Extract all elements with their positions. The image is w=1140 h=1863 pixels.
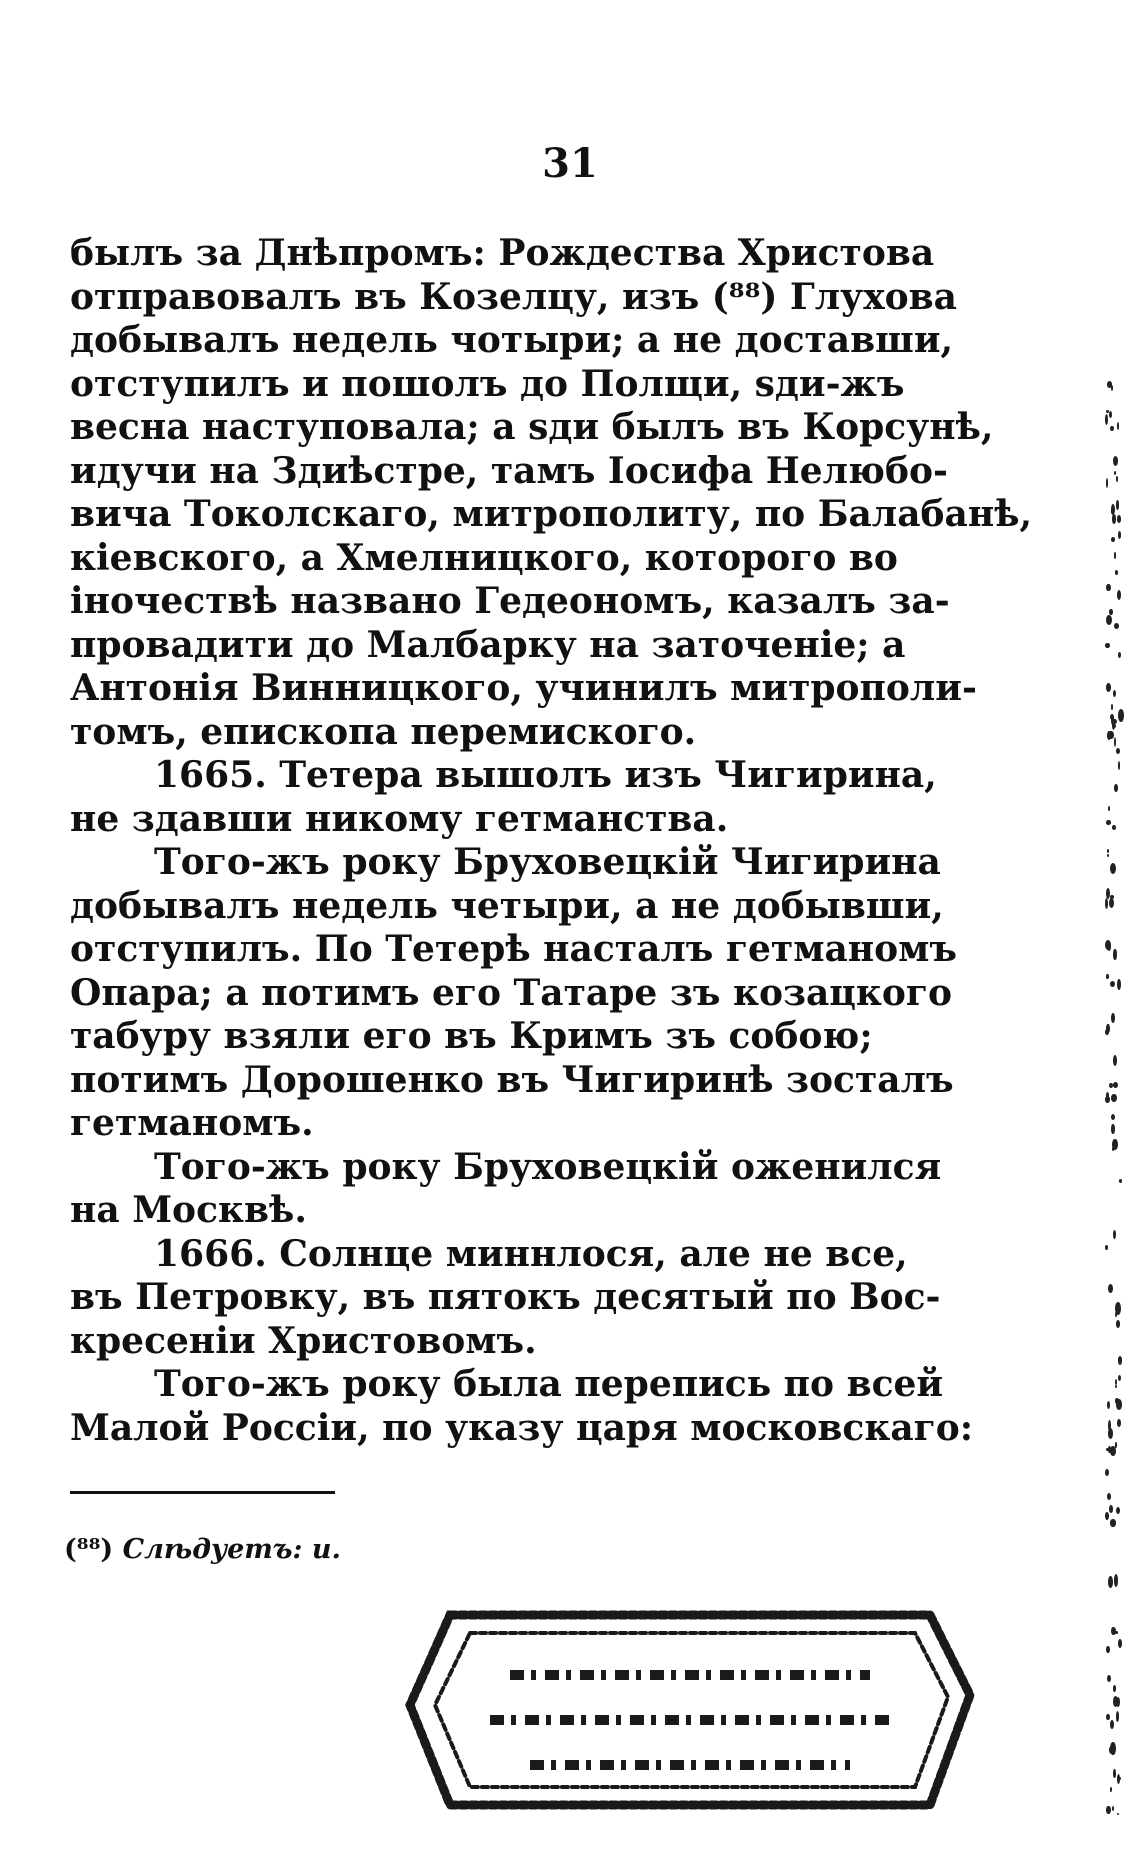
- scan-speck: [1110, 1446, 1116, 1457]
- scan-speck: [1117, 422, 1120, 430]
- scan-speck: [1114, 471, 1116, 476]
- scan-speck: [1118, 1639, 1122, 1648]
- scan-speck: [1106, 410, 1109, 413]
- scan-speck: [1116, 476, 1118, 482]
- scan-speck: [1108, 806, 1110, 811]
- scan-speck: [1107, 854, 1109, 857]
- scan-speck: [1118, 652, 1120, 658]
- text-line: гетманомъ.: [70, 1102, 314, 1144]
- text-line: въ Петровку, въ пятокъ десятый по Вос-: [70, 1276, 941, 1318]
- scan-edge-noise: [1105, 380, 1125, 1840]
- scan-speck: [1110, 863, 1116, 874]
- body-text: [70, 232, 1033, 1450]
- scan-speck: [1109, 898, 1114, 908]
- scan-speck: [1112, 514, 1116, 524]
- scan-speck: [1106, 1806, 1110, 1814]
- scan-speck: [1118, 531, 1122, 539]
- scan-speck: [1108, 1284, 1113, 1293]
- scan-speck: [1111, 704, 1113, 710]
- scan-speck: [1109, 411, 1112, 418]
- scan-speck: [1116, 1507, 1121, 1515]
- scan-speck: [1118, 1375, 1121, 1381]
- text-line: вича Токолскаго, митрополиту, по Балабанѣ,: [70, 493, 1033, 535]
- scan-speck: [1106, 615, 1112, 625]
- scan-speck: [1116, 1320, 1120, 1328]
- scan-speck: [1118, 761, 1121, 770]
- text-line: добывалъ недель чотыри; а не доставши,: [70, 319, 954, 361]
- scan-speck: [1110, 714, 1114, 720]
- scan-speck: [1110, 426, 1114, 431]
- scan-speck: [1113, 1230, 1116, 1239]
- scan-speck: [1114, 552, 1117, 559]
- scan-speck: [1106, 820, 1110, 825]
- text-line: отправовалъ въ Козелцу, изъ (⁸⁸) Глухова: [70, 275, 958, 318]
- scan-speck: [1107, 1675, 1111, 1682]
- scan-speck: [1110, 1519, 1115, 1528]
- text-line: Малой Россіи, по указу царя московскаго:: [70, 1406, 974, 1449]
- scan-speck: [1116, 500, 1120, 509]
- text-line: былъ за Днѣпромъ: Рождества Христова: [70, 232, 935, 274]
- scan-speck: [1113, 456, 1118, 466]
- scan-speck: [1106, 1024, 1109, 1032]
- text-line: добывалъ недель четыри, а не добывши,: [70, 884, 944, 927]
- scan-speck: [1109, 1746, 1114, 1753]
- scan-speck: [1114, 737, 1116, 747]
- text-line: Того-жъ року Бруховецкій оженился: [154, 1145, 942, 1188]
- footnote-text: Слѣдуетъ: и.: [122, 1534, 341, 1565]
- scan-speck: [1110, 981, 1115, 988]
- scan-speck: [1115, 1631, 1118, 1634]
- text-line: на Москвѣ.: [70, 1189, 307, 1231]
- scan-speck: [1113, 1082, 1118, 1088]
- footnote: [64, 1534, 341, 1565]
- scan-speck: [1108, 731, 1114, 739]
- scan-speck: [1108, 1576, 1113, 1588]
- scan-speck: [1106, 478, 1108, 487]
- text-line: 1666. Солнце миннлося, але не все,: [154, 1232, 908, 1275]
- scan-speck: [1115, 570, 1118, 575]
- scan-speck: [1114, 623, 1119, 629]
- scan-speck: [1114, 1574, 1118, 1586]
- text-line: идучи на Здиѣстре, тамъ Іосифа Нелюбо-: [70, 449, 948, 492]
- scan-speck: [1117, 1774, 1120, 1783]
- text-line: томъ, епископа перемиского.: [70, 710, 697, 753]
- scan-speck: [1117, 979, 1121, 991]
- scan-speck: [1111, 1013, 1115, 1023]
- scan-speck: [1117, 1419, 1121, 1427]
- scan-speck: [1112, 825, 1116, 830]
- scan-speck: [1114, 784, 1118, 792]
- scan-speck: [1111, 1124, 1114, 1134]
- scan-speck: [1113, 1055, 1117, 1066]
- scan-speck: [1112, 724, 1116, 728]
- scan-speck: [1117, 590, 1121, 601]
- scan-speck: [1106, 974, 1108, 979]
- scan-speck: [1107, 942, 1111, 951]
- scan-speck: [1105, 1469, 1109, 1476]
- scan-speck: [1119, 1179, 1123, 1183]
- text-line: отступилъ. По Тетерѣ насталъ гетманомъ: [70, 928, 958, 970]
- page-number: 31: [542, 140, 598, 187]
- library-stamp: [390, 1575, 990, 1835]
- scan-speck: [1116, 1711, 1120, 1722]
- text-line: Того-жъ року Бруховецкій Чигирина: [154, 841, 941, 883]
- scan-speck: [1105, 414, 1108, 425]
- scan-speck: [1111, 385, 1113, 391]
- text-line: провадити до Малбарку на заточеніе; а: [70, 623, 906, 666]
- scan-speck: [1109, 609, 1112, 615]
- footnote-rule: [70, 1491, 335, 1494]
- text-line: кресеніи Христовомъ.: [70, 1319, 537, 1362]
- scan-speck: [1113, 690, 1116, 697]
- scan-speck: [1105, 898, 1108, 909]
- text-line: Опара; а потимъ его Татаре зъ козацкого: [70, 971, 952, 1014]
- scan-speck: [1107, 1401, 1110, 1409]
- scan-speck: [1107, 1493, 1111, 1500]
- scan-speck: [1112, 1147, 1114, 1151]
- scan-speck: [1115, 1302, 1121, 1315]
- scan-speck: [1105, 643, 1110, 648]
- scan-speck: [1117, 1813, 1120, 1816]
- text-line: табуру взяли его въ Кримъ зъ собою;: [70, 1015, 873, 1057]
- scan-speck: [1105, 1245, 1108, 1250]
- text-line: іночествѣ названо Гедеономъ, казалъ за-: [70, 580, 950, 622]
- scan-speck: [1112, 1806, 1114, 1811]
- text-line: не здавши никому гетманства.: [70, 797, 729, 840]
- scan-speck: [1106, 683, 1111, 692]
- scan-speck: [1106, 1714, 1109, 1720]
- text-line: 1665. Тетера вышолъ изъ Чигирина,: [154, 754, 937, 796]
- text-line: Антонія Винницкого, учинилъ митрополи-: [70, 667, 977, 709]
- scan-speck: [1107, 849, 1109, 853]
- scan-speck: [1109, 1505, 1113, 1513]
- scan-speck: [1111, 1114, 1115, 1120]
- scan-speck: [1106, 584, 1110, 592]
- footnote-marker: (⁸⁸): [64, 1534, 114, 1565]
- scan-speck: [1106, 1646, 1110, 1654]
- scan-speck: [1113, 1685, 1117, 1692]
- scan-speck: [1110, 1787, 1112, 1792]
- text-line: весна наступовала; а ѕди былъ въ Корсунѣ,: [70, 406, 994, 448]
- scan-speck: [1105, 1512, 1109, 1520]
- scan-speck: [1111, 537, 1115, 542]
- scan-speck: [1118, 709, 1124, 721]
- scan-speck: [1117, 515, 1122, 523]
- text-line: потимъ Дорошенко въ Чигиринѣ зосталъ: [70, 1058, 954, 1101]
- scan-speck: [1111, 1094, 1117, 1102]
- scan-speck: [1116, 748, 1120, 754]
- text-line: отступилъ и пошолъ до Полщи, ѕди-жъ: [70, 362, 905, 405]
- scan-speck: [1109, 1083, 1113, 1087]
- text-line: кiевского, а Хмелницкого, которого во: [70, 536, 898, 579]
- scan-speck: [1115, 1398, 1119, 1404]
- scan-speck: [1113, 1769, 1116, 1777]
- scan-speck: [1110, 1720, 1114, 1730]
- scan-speck: [1115, 1379, 1117, 1386]
- text-line: Того-жъ року была перепись по всей: [154, 1363, 944, 1405]
- scan-speck: [1113, 949, 1116, 959]
- scan-speck: [1115, 1385, 1117, 1388]
- scan-speck: [1118, 1356, 1123, 1365]
